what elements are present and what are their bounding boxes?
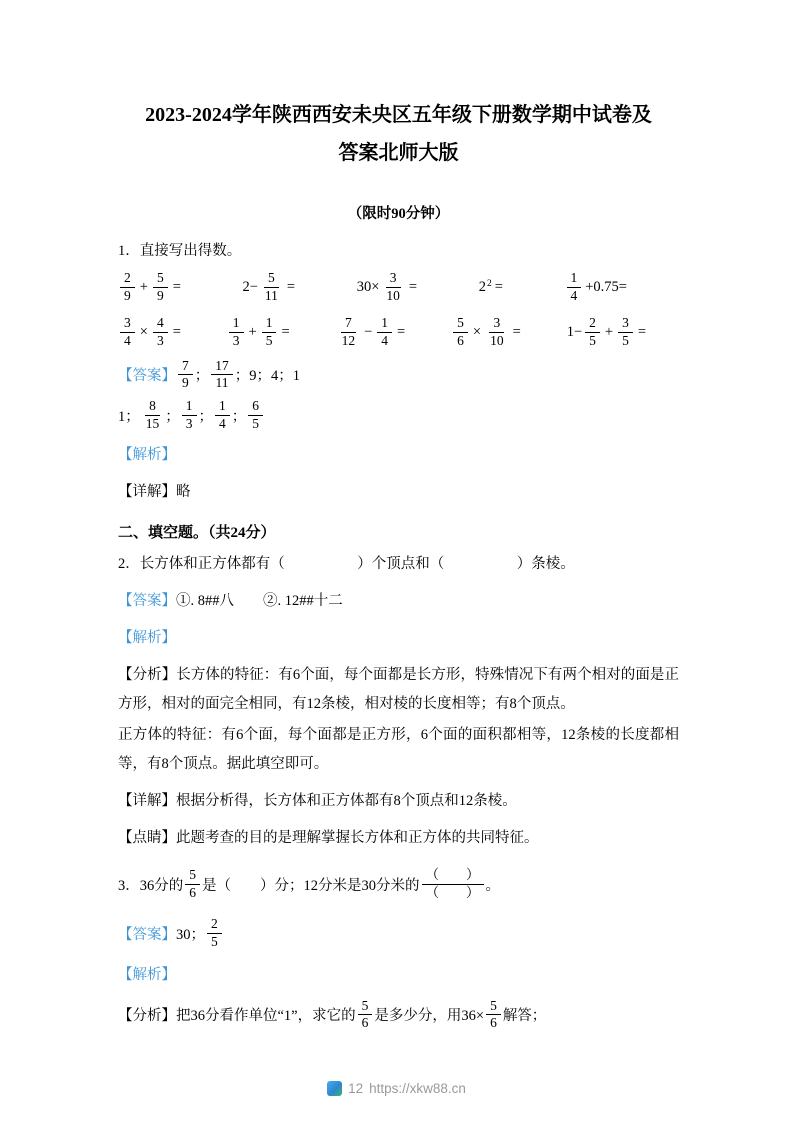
fraction bbox=[182, 398, 197, 433]
fraction-denominator: 10 bbox=[386, 287, 400, 303]
analysis-label: 【解析】 bbox=[118, 966, 176, 983]
fraction-denominator: 4 bbox=[381, 332, 389, 348]
fraction bbox=[185, 867, 200, 902]
fraction-denominator: 15 bbox=[145, 416, 160, 432]
q1-answer-line-1 bbox=[118, 358, 679, 393]
q3-analysis-label-line bbox=[118, 961, 679, 990]
fraction-numerator: 3 bbox=[386, 270, 401, 288]
fraction-denominator: 11 bbox=[264, 287, 278, 303]
q1-analysis-label-line bbox=[118, 441, 679, 470]
separator: ； bbox=[165, 409, 180, 426]
fraction-denominator: 3 bbox=[232, 332, 240, 348]
fraction bbox=[338, 315, 360, 350]
doc-title bbox=[118, 96, 679, 172]
q1-answer-line-2 bbox=[118, 398, 679, 433]
fraction-denominator: 9 bbox=[182, 375, 189, 391]
fraction-numerator: 1 bbox=[567, 270, 582, 288]
fraction-numerator: 8 bbox=[145, 398, 160, 416]
fraction bbox=[207, 916, 222, 951]
fraction bbox=[486, 315, 508, 350]
expression-prefix: 30× bbox=[356, 278, 380, 295]
separator: ； bbox=[231, 409, 247, 426]
plus-operator: + bbox=[604, 323, 614, 340]
fraction bbox=[178, 358, 193, 393]
fraction-denominator: 3 bbox=[185, 416, 193, 432]
fraction-numerator: 5 bbox=[453, 315, 468, 333]
equals-sign: = bbox=[172, 323, 181, 340]
fraction-denominator: 11 bbox=[215, 375, 229, 391]
q2-answer-line bbox=[118, 587, 679, 616]
fraction-denominator: 5 bbox=[589, 332, 596, 348]
q1-detail-line: 【详解】略 bbox=[118, 484, 191, 500]
equals-sign: = bbox=[172, 278, 181, 295]
equals-sign: = bbox=[281, 323, 290, 340]
question-3-text bbox=[118, 867, 679, 902]
fraction bbox=[377, 315, 392, 350]
fraction-numerator: 2 bbox=[207, 916, 222, 934]
equals-sign: = bbox=[494, 278, 503, 295]
separator: ； bbox=[198, 409, 213, 426]
fraction bbox=[453, 315, 468, 350]
fraction-denominator: 4 bbox=[124, 332, 131, 348]
doc-title-line2: 答案北师大版 bbox=[338, 142, 459, 164]
fraction-numerator: 1 bbox=[215, 398, 230, 416]
expression-1-3 bbox=[357, 270, 420, 305]
minus-operator: − bbox=[364, 323, 373, 340]
fraction-denominator: 5 bbox=[252, 416, 259, 432]
fraction bbox=[120, 315, 135, 350]
fraction-denominator: 6 bbox=[457, 332, 464, 348]
question-text: 是（ ）分；12分米是30分米的 bbox=[202, 877, 420, 894]
fraction-numerator: 3 bbox=[618, 315, 633, 333]
q2-analysis-paragraph-2: 正方体的特征：有6个面，每个面都是正方形，6个面的面积都相等，12条棱的长度都相等，有8个顶点。据此填空即可。 bbox=[118, 727, 679, 772]
blank-fraction-numerator: （ ） bbox=[422, 867, 484, 885]
power-base: 2 bbox=[478, 278, 486, 295]
expression-prefix: 2− bbox=[242, 278, 258, 295]
q2-detail-line: 【详解】根据分析得，长方体和正方体都有8个顶点和12条棱。 bbox=[118, 793, 517, 809]
blank-fraction bbox=[422, 867, 484, 902]
power-expression bbox=[479, 279, 492, 296]
q2-analysis-paragraph-1: 【分析】长方体的特征：有6个面，每个面都是长方形，特殊情况下有两个相对的面是正方形，相对的面完全相同，有12条棱，相对棱的长度相等；有8个顶点。 bbox=[118, 667, 679, 712]
expression-row-2 bbox=[118, 315, 679, 350]
expression-2-3 bbox=[336, 315, 409, 350]
fraction bbox=[153, 315, 168, 350]
equals-sign: = bbox=[408, 278, 418, 295]
fraction-denominator: 3 bbox=[156, 332, 164, 348]
equals-sign: = bbox=[397, 323, 406, 340]
site-logo-icon bbox=[327, 1081, 342, 1096]
fraction-numerator: 2 bbox=[120, 270, 135, 288]
fraction-denominator: 4 bbox=[219, 416, 226, 432]
fraction bbox=[567, 270, 582, 305]
expression-1-1 bbox=[118, 270, 184, 305]
fraction-denominator: 6 bbox=[189, 884, 196, 900]
equals-sign: = bbox=[637, 323, 646, 340]
fraction bbox=[153, 270, 168, 305]
fraction bbox=[142, 398, 164, 433]
fraction-numerator: 3 bbox=[120, 315, 135, 333]
fraction-numerator: 1 bbox=[182, 398, 197, 416]
fraction bbox=[248, 398, 263, 433]
answer-label: 【答案】 bbox=[118, 368, 176, 385]
fraction-denominator: 4 bbox=[570, 287, 578, 303]
fraction bbox=[585, 315, 600, 350]
fraction-denominator: 5 bbox=[622, 332, 629, 348]
fraction bbox=[382, 270, 404, 305]
plus-operator: + bbox=[139, 278, 148, 295]
plus-operator: + bbox=[248, 323, 257, 340]
multiply-operator: × bbox=[472, 323, 482, 340]
expression-2-1 bbox=[118, 315, 184, 350]
fraction bbox=[261, 270, 282, 305]
fraction-denominator: 12 bbox=[341, 332, 356, 348]
expression-2-4 bbox=[451, 315, 524, 350]
fraction-denominator: 6 bbox=[490, 1015, 497, 1031]
section-2-heading: 二、填空题。（共24分） bbox=[118, 525, 276, 541]
expression-1-5 bbox=[565, 270, 627, 305]
q3-analysis-line bbox=[118, 998, 679, 1033]
fraction bbox=[486, 998, 501, 1033]
fraction bbox=[262, 315, 277, 350]
question-2-text: 2．长方体和正方体都有（ ）个顶点和（ ）条棱。 bbox=[118, 556, 575, 572]
fraction-numerator: 1 bbox=[377, 315, 392, 333]
fraction-denominator: 5 bbox=[265, 332, 273, 348]
fraction bbox=[120, 270, 135, 305]
q2-analysis-label-line bbox=[118, 624, 679, 653]
fraction-numerator: 5 bbox=[264, 270, 279, 288]
fraction-numerator: 5 bbox=[153, 270, 168, 288]
power-exponent: 2 bbox=[486, 278, 492, 289]
fraction bbox=[211, 358, 233, 393]
q3-answer-line bbox=[118, 916, 679, 951]
answer-label: 【答案】 bbox=[118, 926, 176, 943]
fraction-numerator: 5 bbox=[486, 998, 501, 1016]
analysis-text: 解答； bbox=[502, 1008, 547, 1025]
fraction bbox=[215, 398, 230, 433]
time-limit: （限时90分钟） bbox=[347, 206, 450, 222]
doc-title-line1: 2023-2024学年陕西西安未央区五年级下册数学期中试卷及 bbox=[145, 104, 652, 126]
analysis-text: 【分析】把36分看作单位“1”，求它的 bbox=[118, 1008, 356, 1025]
fraction-numerator: 7 bbox=[341, 315, 356, 333]
fraction-denominator: 9 bbox=[156, 287, 164, 303]
fraction-numerator: 17 bbox=[211, 358, 233, 376]
fraction bbox=[229, 315, 244, 350]
answer-label: 【答案】 bbox=[118, 593, 176, 609]
expression-2-5 bbox=[567, 315, 649, 350]
analysis-label: 【解析】 bbox=[118, 630, 176, 646]
multiply-operator: × bbox=[139, 323, 148, 340]
fraction-numerator: 4 bbox=[153, 315, 168, 333]
fraction-numerator: 2 bbox=[585, 315, 600, 333]
fraction-denominator: 6 bbox=[361, 1015, 369, 1031]
fraction-denominator: 9 bbox=[124, 287, 131, 303]
fraction-numerator: 5 bbox=[185, 867, 200, 885]
fraction-numerator: 6 bbox=[248, 398, 263, 416]
fraction-numerator: 1 bbox=[262, 315, 277, 333]
footer-link[interactable]: https://xkw88.cn bbox=[369, 1081, 466, 1096]
fraction bbox=[618, 315, 633, 350]
analysis-text: 是多少分，用36× bbox=[374, 1008, 485, 1025]
answer-values: 1； bbox=[118, 409, 140, 426]
fraction-numerator: 7 bbox=[178, 358, 193, 376]
q2-note-line: 【点睛】此题考查的目的是理解掌握长方体和正方体的共同特征。 bbox=[118, 830, 539, 846]
expression-row-1 bbox=[118, 270, 679, 305]
expression-1-4 bbox=[479, 279, 506, 296]
fraction-numerator: 5 bbox=[358, 998, 373, 1016]
fraction-denominator: 5 bbox=[211, 933, 218, 949]
answer-values: ①. 8##八 ②. 12##十二 bbox=[176, 593, 343, 609]
fraction bbox=[358, 998, 373, 1033]
answer-values: 30； bbox=[176, 926, 205, 943]
answer-values: ；9；4；1 bbox=[234, 368, 300, 385]
equals-sign: = bbox=[286, 278, 296, 295]
expression-1-2 bbox=[242, 270, 298, 305]
fraction-numerator: 1 bbox=[229, 315, 244, 333]
fraction-denominator: 10 bbox=[490, 332, 504, 348]
footer bbox=[0, 1081, 793, 1096]
footer-page-number: 12 bbox=[348, 1081, 364, 1096]
analysis-label: 【解析】 bbox=[118, 447, 176, 463]
expression-suffix: +0.75= bbox=[585, 278, 627, 295]
fraction-numerator: 3 bbox=[489, 315, 504, 333]
question-text: 3．36分的 bbox=[118, 877, 184, 894]
expression-2-2 bbox=[227, 315, 293, 350]
expression-prefix: 1− bbox=[566, 323, 583, 340]
question-1-heading: 1．直接写出得数。 bbox=[118, 243, 242, 259]
equals-sign: = bbox=[512, 323, 521, 340]
separator: ； bbox=[194, 368, 210, 385]
blank-fraction-denominator: （ ） bbox=[425, 884, 480, 900]
question-text: 。 bbox=[485, 877, 500, 894]
